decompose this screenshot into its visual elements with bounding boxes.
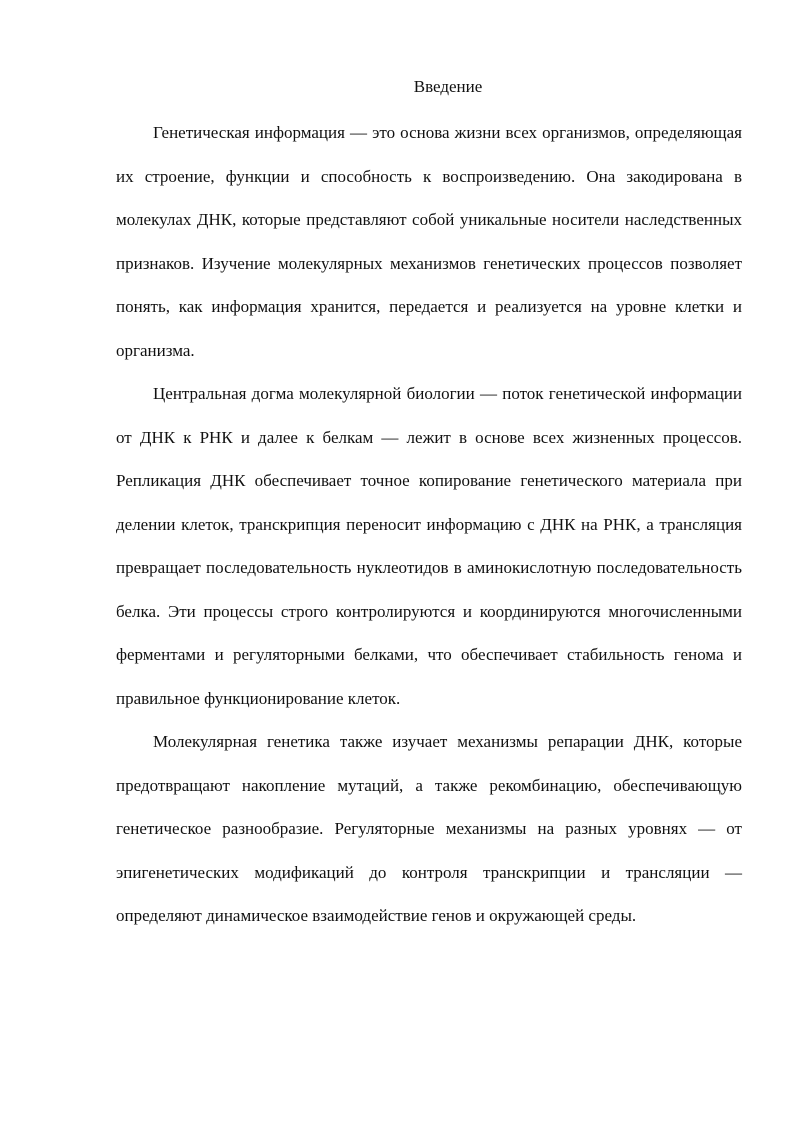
paragraph-2: Центральная догма молекулярной биологии — поток генетической информации от ДНК к РНК и далее к белкам — лежит в основе всех жизненных процессов. Репликация ДНК обеспечивает точное копирование генетического материала при делении клеток, транскрипция переносит информацию с ДНК на РНК, а трансляция превращает последовательность нуклеотидов в аминокислотную последовательность белка. Эти процессы строго контролируются и координируются многочисленными ферментами и регуляторными белками, что обеспечивает стабильность генома и правильное функционирование клеток. (116, 384, 742, 708)
body-text (116, 111, 742, 938)
section-title: Введение (413, 77, 483, 96)
paragraph-3: Молекулярная генетика также изучает механизмы репарации ДНК, которые предотвращают накопление мутаций, а также рекомбинацию, обеспечивающую генетическое разнообразие. Регуляторные механизмы на разных уровнях — от эпигенетических модификаций до контроля транскрипции и трансляции — определяют динамическое взаимодействие генов и окружающей среды. (116, 732, 742, 925)
paragraph-1: Генетическая информация — это основа жизни всех организмов, определяющая их строение, функции и способность к воспроизведению. Она закодирована в молекулах ДНК, которые представляют собой уникальные носители наследственных признаков. Изучение молекулярных механизмов генетических процессов позволяет понять, как информация хранится, передается и реализуется на уровне клетки и организма. (116, 123, 742, 360)
